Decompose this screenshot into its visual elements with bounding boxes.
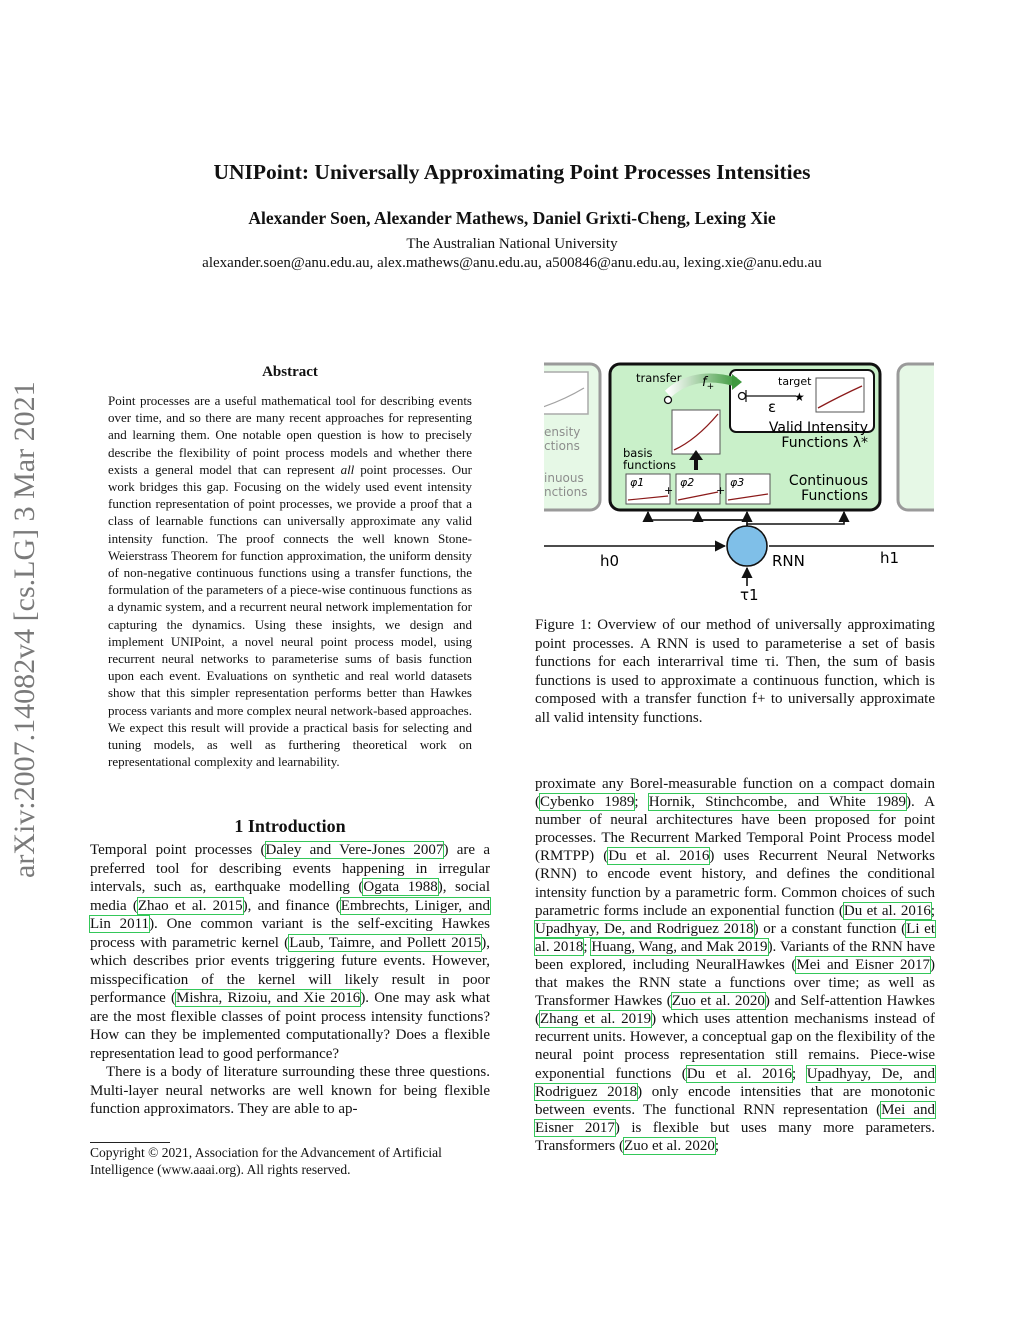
citation-link[interactable]: Hornik, Stinchcombe, and White 1989 bbox=[648, 794, 907, 811]
citation-link[interactable]: Zuo et al. 2020 bbox=[671, 993, 765, 1010]
body-text-run: ). Variants of the RNN have been explored, including NeuralHawkes ( bbox=[535, 938, 936, 973]
basis-point bbox=[665, 397, 672, 404]
basis-label: basis bbox=[623, 446, 653, 460]
footnote-rule bbox=[90, 1142, 170, 1143]
phi1-label: φ1 bbox=[630, 476, 645, 489]
body-text-run: ), which describes prior events triggering future events. However, misspecification of the kernel will likely result in poor performance ( bbox=[90, 934, 491, 1006]
abstract-text bbox=[108, 392, 472, 770]
transfer-function-label: $f_+$ bbox=[702, 375, 715, 392]
body-text-run: ). A number of neural architectures have been proposed for point processes. The Recurrent Marked Temporal Point Process model (RMTPP) ( bbox=[535, 794, 935, 865]
basis-function-plots bbox=[626, 474, 770, 504]
left-panel-text-1: ensity bbox=[544, 425, 581, 439]
left-panel-text-4: nctions bbox=[544, 485, 588, 499]
h1-label: h1 bbox=[880, 549, 900, 567]
citation-link[interactable]: Zhao et al. 2015 bbox=[137, 897, 243, 914]
citation-link[interactable]: Laub, Taimre, and Pollett 2015 bbox=[289, 934, 482, 951]
figure-1-diagram bbox=[544, 360, 934, 610]
transfer-label: transfer bbox=[636, 371, 682, 385]
body-text-run: ) which uses attention mechanisms instead of recurrent units. However, a conceptual gap on the flexibility of the neural point process representation still remains. Piece-wise exponential functions ( bbox=[535, 1011, 935, 1082]
body-text-run: ), and finance ( bbox=[242, 897, 341, 914]
continuous-functions-label: Functions bbox=[801, 488, 868, 504]
body-text-run: proximate any Borel-measurable function on a compact domain ( bbox=[535, 776, 935, 811]
citation-link[interactable]: Du et al. 2016 bbox=[686, 1065, 793, 1082]
author-list: Alexander Soen, Alexander Mathews, Daniel Grixti-Cheng, Lexing Xie bbox=[248, 208, 776, 228]
abstract-part-1: Point processes are a useful mathematical tool for describing events over time, and so there are many recent approaches for representing and learning them. One notable open question is how to precisely describe the flexibility of point process models and whether there exists a general model that can represent bbox=[108, 393, 472, 477]
citation-link[interactable]: Du et al. 2016 bbox=[843, 902, 931, 919]
body-text-run: ) that makes the RNN state a functions over time; as well as Transformer Hawkes ( bbox=[535, 956, 936, 1010]
citation-link[interactable]: Du et al. 2016 bbox=[608, 848, 710, 865]
valid-intensity-label: Valid Intensity bbox=[768, 420, 868, 436]
body-text-run: ; bbox=[714, 1137, 720, 1154]
affiliation: The Australian National University bbox=[406, 236, 618, 252]
left-faded-panel bbox=[544, 364, 600, 510]
intro-paragraph-2: There is a body of literature surrounding these three questions. Multi-layer neural networks are well known for being flexible function approximators. They are able to ap- bbox=[90, 1064, 490, 1117]
arxiv-identifier: arXiv:2007.14082v4 [cs.LG] 3 Mar 2021 bbox=[8, 381, 41, 878]
citation-link[interactable]: Zhang et al. 2019 bbox=[540, 1011, 652, 1028]
body-text-run: ) are a preferred tool for describing events happening in irregular intervals, such as, earthquake modelling ( bbox=[90, 842, 491, 895]
rnn-label: RNN bbox=[772, 552, 805, 570]
abstract-emphasis: all bbox=[340, 461, 355, 477]
citation-link[interactable]: Mei and Eisner 2017 bbox=[796, 956, 931, 973]
body-text-run: ) uses Recurrent Neural Networks (RNN) to encode event history, and defines the conditional intensity function by a parametric form. Common choices of such parametric forms include an exponential function ( bbox=[535, 848, 935, 919]
citation-link[interactable]: Zuo et al. 2020 bbox=[624, 1137, 715, 1154]
citation-link[interactable]: Upadhyay, De, and Rodriguez 2018 bbox=[535, 1065, 936, 1100]
left-panel-text-3: inuous bbox=[544, 471, 584, 485]
tau1-label: τ1 bbox=[740, 586, 759, 604]
copyright-footnote: Copyright © 2021, Association for the Advancement of Artificial Intelligence (www.aaai.org). All rights reserved. bbox=[90, 1145, 442, 1177]
body-text-run: ). One may ask what are the most flexible classes of point process intensity functions? How can they be implemented computationally? Does a flexible representation lead to good performance? bbox=[90, 990, 490, 1062]
left-panel-text-2: ctions bbox=[544, 439, 580, 453]
paper-title: UNIPoint: Universally Approximating Point Processes Intensities bbox=[213, 160, 811, 184]
body-text-run: ) only encode intensities that are monotonic between events. The functional RNN representation ( bbox=[535, 1083, 935, 1118]
body-text-run: ; bbox=[583, 938, 592, 955]
continuous-label: Continuous bbox=[788, 473, 868, 489]
citation-link[interactable]: Embrechts, Liniger, and Lin 2011 bbox=[90, 897, 490, 932]
plus-sign-1: + bbox=[664, 484, 674, 497]
body-text-run: ) or a constant function ( bbox=[753, 920, 907, 937]
body-text-run: ; bbox=[792, 1065, 807, 1082]
introduction-text bbox=[90, 841, 490, 1119]
phi3-label: φ3 bbox=[730, 476, 745, 489]
author-emails: alexander.soen@anu.edu.au, alex.mathews@anu.edu.au, a500846@anu.edu.au, lexing.xie@anu.edu.au bbox=[202, 255, 822, 271]
citation-link[interactable]: Huang, Wang, and Mak 2019 bbox=[591, 938, 768, 955]
citation-link[interactable]: Li et al. 2018 bbox=[535, 920, 936, 955]
rnn-cell bbox=[727, 526, 767, 566]
citation-link[interactable]: Mishra, Rizoiu, and Xie 2016 bbox=[176, 990, 361, 1006]
abstract-heading: Abstract bbox=[262, 364, 318, 380]
intro-paragraph-1 bbox=[90, 841, 490, 1063]
right-column-text bbox=[535, 775, 935, 1155]
phi2-label: φ2 bbox=[680, 476, 695, 489]
body-text-run: ) is flexible but uses many more parameters. Transformers ( bbox=[535, 1119, 935, 1154]
citation-link[interactable]: Ogata 1988 bbox=[363, 879, 438, 895]
figure-1-caption: Figure 1: Overview of our method of universally approximating point processes. A RNN is used to parameterise a set of basis functions for each interarrival time τi. Then, the sum of basis functions is used to approximate a continuous function, which is composed with a transfer function f+ to universally approximate all valid intensity functions. bbox=[535, 617, 935, 726]
body-text-run: ). One common variant is the self-exciting Hawkes process with parametric kernel ( bbox=[90, 916, 490, 951]
body-text-run: ) and Self-attention Hawkes ( bbox=[535, 993, 935, 1028]
basis-functions-label: functions bbox=[623, 458, 676, 472]
abstract-part-2: point processes. Our work bridges this gap. Focusing on the widely used event intensity function representation of point processes, we provide a proof that a class of learnable functions can universally approximate any valid intensity function. The proof connects the well known Stone-Weierstrass Theorem for function approximation, the uniform density of non-negative continuous functions using a transfer functions, the formulation of the parameters of a piece-wise continuous functions as a dynamic system, and a recurrent neural network implementation for capturing the dynamics. Using these insights, we design and implement UNIPoint, a novel neural point process model, using recurrent neural networks to parameterise sums of basis function upon each event. Evaluations on synthetic and real world datasets show that this simpler representation performs better than Hawkes process variants and more complex neural network-based approaches. We expect this result will provide a practical basis for selecting and tuning models, as well as furthering theoretical work on representational complexity and learnability. bbox=[108, 461, 472, 770]
body-text-run: ; bbox=[634, 794, 649, 811]
body-text-run: ; bbox=[930, 902, 935, 919]
target-label: target bbox=[778, 375, 812, 388]
right-faded-panel bbox=[898, 364, 934, 510]
epsilon-symbol: ε bbox=[768, 398, 777, 416]
body-text-run: ), social media ( bbox=[90, 879, 490, 914]
citation-link[interactable]: Cybenko 1989 bbox=[540, 794, 635, 811]
citation-link[interactable]: Daley and Vere-Jones 2007 bbox=[265, 842, 444, 858]
target-star-icon: ★ bbox=[794, 390, 805, 404]
section-heading-introduction: 1 Introduction bbox=[234, 816, 346, 836]
functions-lambda-label: Functions λ* bbox=[781, 435, 868, 451]
citation-link[interactable]: Mei and Eisner 2017 bbox=[535, 1101, 935, 1136]
plus-sign-2: + bbox=[716, 484, 726, 497]
body-text-run: Temporal point processes ( bbox=[90, 842, 266, 858]
h0-label: h0 bbox=[600, 552, 620, 570]
citation-link[interactable]: Upadhyay, De, and Rodriguez 2018 bbox=[535, 920, 754, 937]
